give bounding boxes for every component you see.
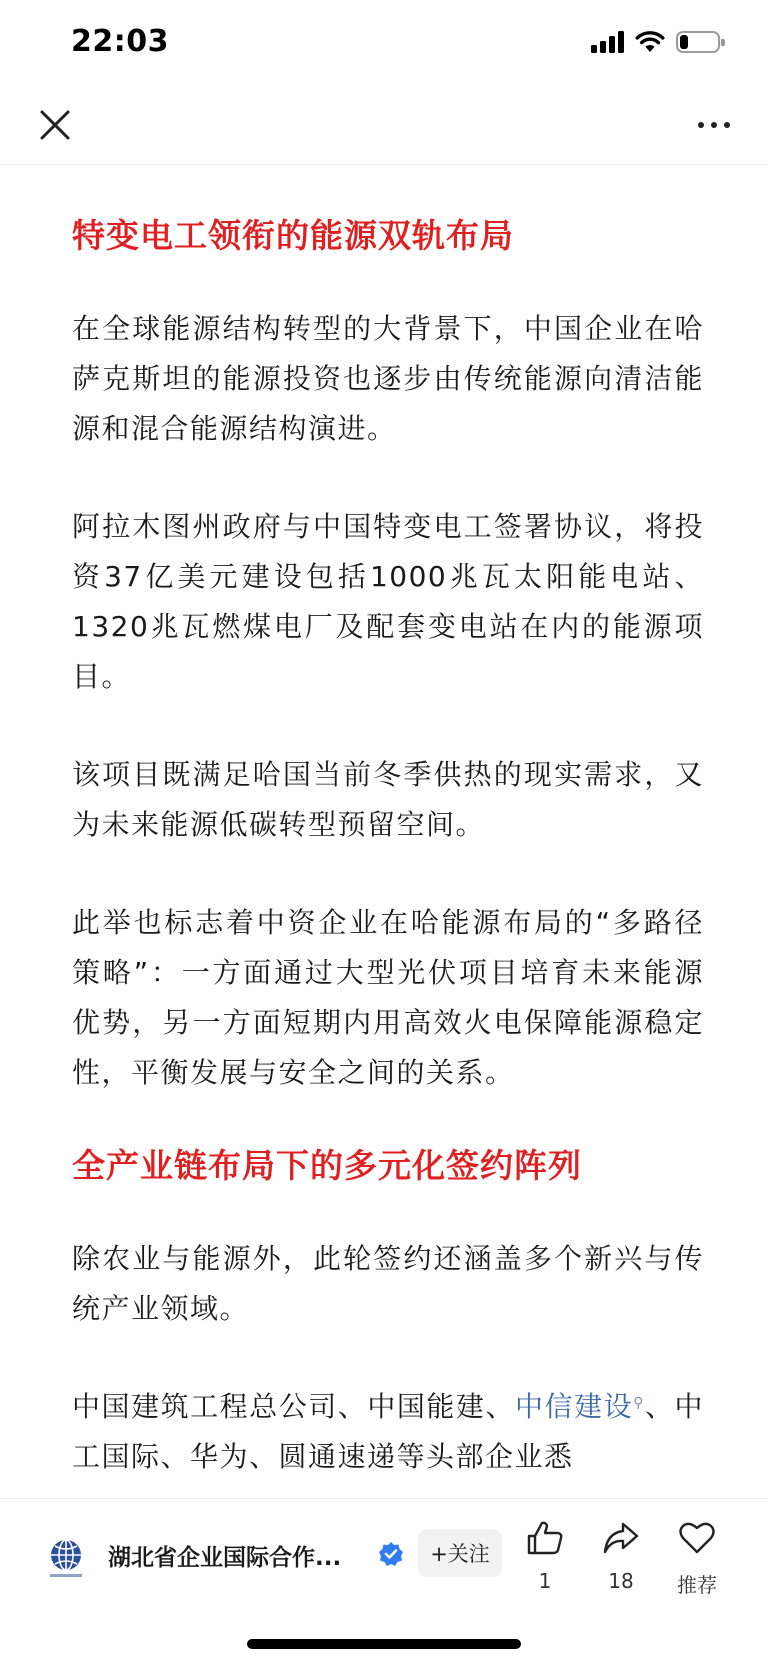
status-bar [0,0,768,88]
recommend-label: 推荐 [677,1573,717,1597]
share-count: 18 [608,1569,634,1593]
recommend-button[interactable] [662,1519,732,1598]
thumbs-up-icon [526,1519,564,1557]
like-count: 1 [538,1569,552,1593]
paragraph-text: 、中工国际、华为、圆通速递等头部企业悉 [72,1390,704,1473]
cellular-signal-icon [591,31,624,53]
paragraph: 此举也标志着中资企业在哈能源布局的“多路径策略”：一方面通过大型光伏项目培育未来能源优势，另一方面短期内用高效火电保障能源稳定性，平衡发展与安全之间的关系。 [72,906,704,1089]
article-body [72,212,704,1482]
section-heading: 特变电工领衔的能源双轨布局 [72,216,514,255]
share-arrow-icon [602,1519,640,1557]
paragraph: 阿拉木图州政府与中国特变电工签署协议，将投资37亿美元建设包括1000兆瓦太阳能电站、1320兆瓦燃煤电厂及配套变电站在内的能源项目。 [72,510,704,693]
battery-level [680,35,688,49]
status-icons [591,30,720,54]
search-icon: ⚲ [633,1395,645,1411]
battery-icon [676,31,720,53]
like-button[interactable] [510,1519,580,1593]
paragraph-text: 中国建筑工程总公司、中国能建、 [72,1390,515,1423]
publisher-name[interactable]: 湖北省企业国际合作... [108,1545,342,1571]
verified-badge-icon [378,1541,404,1567]
paragraph [72,1382,704,1482]
home-indicator[interactable] [247,1639,521,1649]
close-icon [38,108,72,142]
company-link[interactable]: 中信建设⚲ [515,1390,645,1423]
publisher-logo-icon[interactable] [46,1537,86,1581]
paragraph: 在全球能源结构转型的大背景下，中国企业在哈萨克斯坦的能源投资也逐步由传统能源向清洁能源和混合能源结构演进。 [72,312,704,445]
section-heading: 全产业链布局下的多元化签约阵列 [72,1146,582,1185]
wifi-icon [634,30,666,54]
follow-button[interactable]: +关注 [418,1529,502,1577]
nav-bar [0,88,768,165]
paragraph: 除农业与能源外，此轮签约还涵盖多个新兴与传统产业领域。 [72,1242,704,1325]
status-time: 22:03 [71,24,169,59]
bottom-bar [0,1498,768,1663]
heart-icon [678,1519,716,1557]
more-options-button[interactable] [686,100,742,150]
more-dots-icon [698,122,704,128]
paragraph: 该项目既满足哈国当前冬季供热的现实需求，又为未来能源低碳转型预留空间。 [72,758,704,841]
share-button[interactable] [586,1519,656,1593]
close-button[interactable] [30,100,80,150]
